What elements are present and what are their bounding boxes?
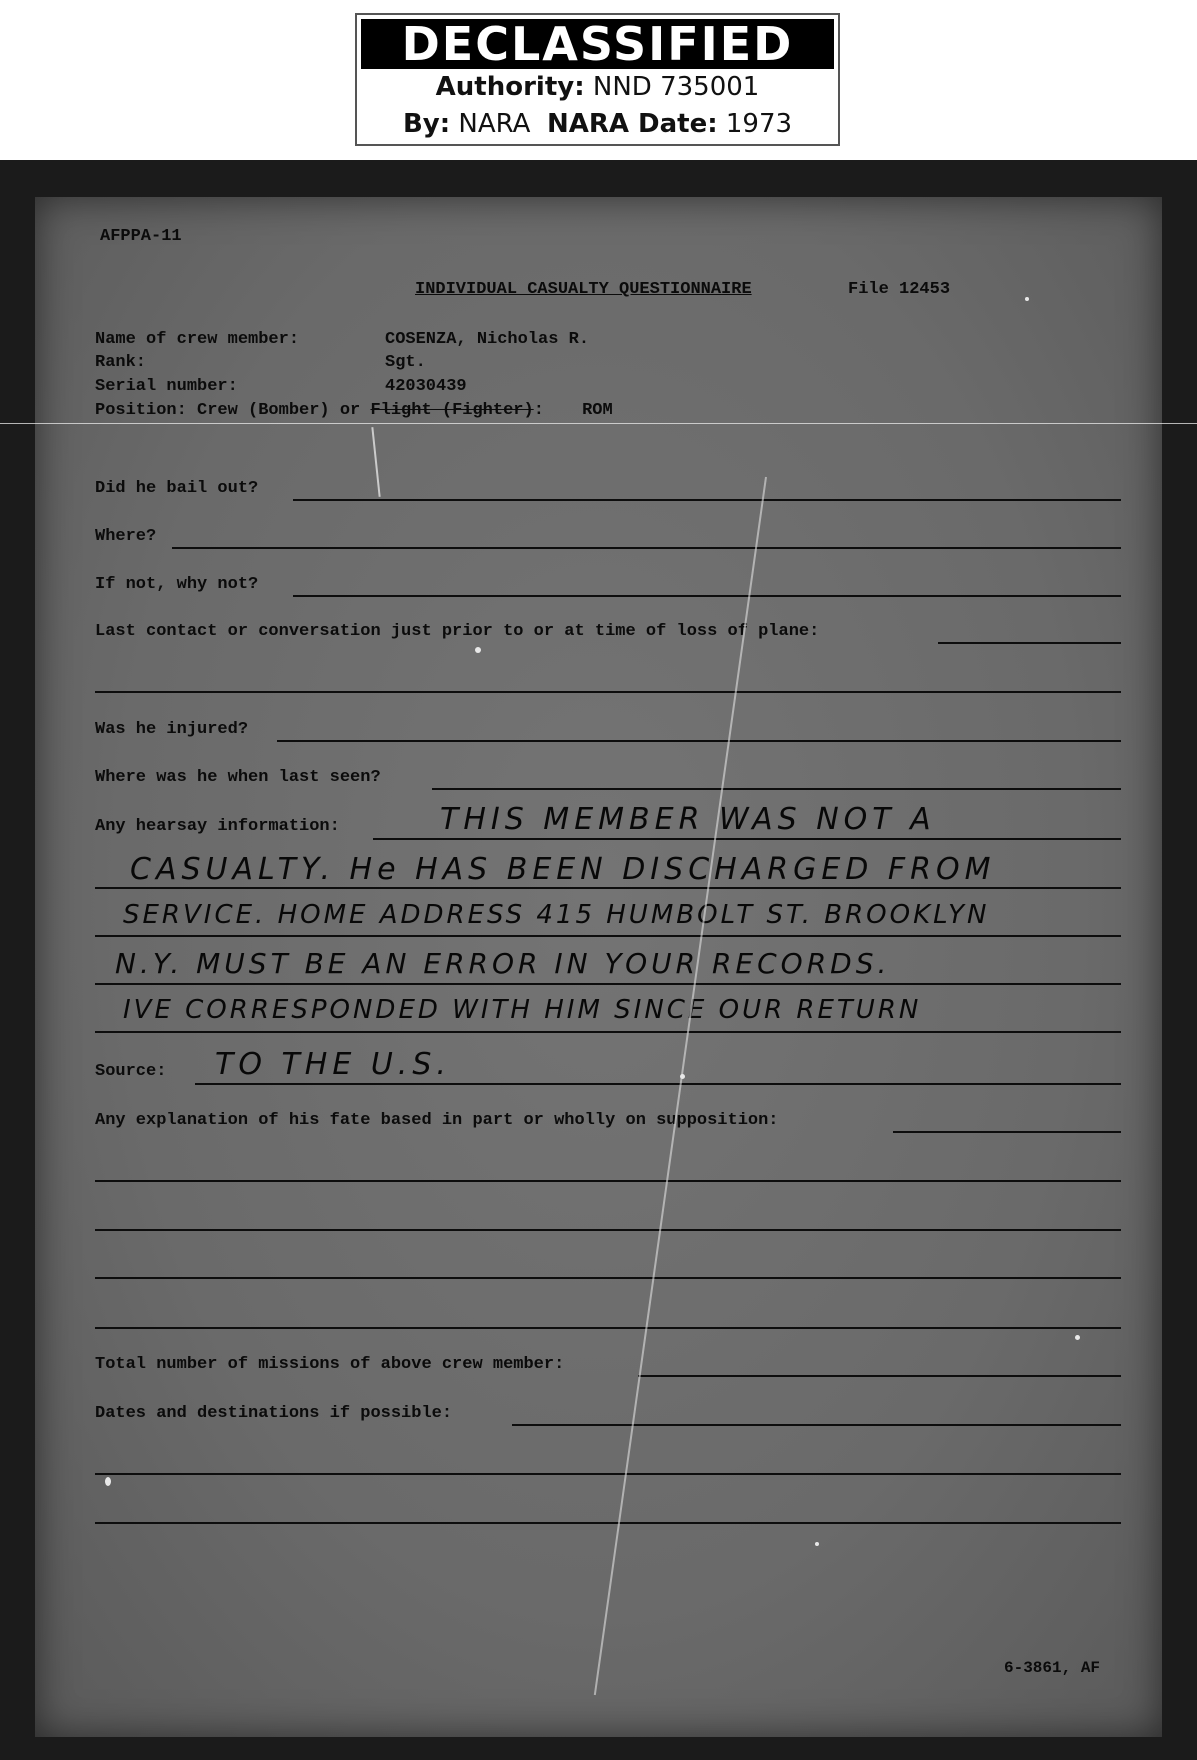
- scan-speck: [105, 1477, 111, 1486]
- stamp-by-date: [357, 106, 838, 143]
- answer-line: [277, 740, 1121, 742]
- scan-crease: [594, 477, 767, 1695]
- scan-speck: [815, 1542, 819, 1546]
- footer-code: 6-3861, AF: [1004, 1659, 1101, 1677]
- q-explanation: Any explanation of his fate based in part or wholly on supposition:: [95, 1111, 779, 1130]
- scan-speck: [1075, 1335, 1080, 1340]
- file-number: File 12453: [848, 280, 951, 299]
- q-bail-out: Did he bail out?: [95, 479, 259, 498]
- serial-value: 42030439: [385, 377, 467, 396]
- serial-label: Serial number:: [95, 377, 238, 396]
- answer-line: [95, 983, 1121, 985]
- q-last-contact: Last contact or conversation just prior to or at time of loss of plane:: [95, 622, 820, 641]
- answer-line: [938, 642, 1121, 644]
- handwritten-line-2: CASUALTY. He HAS BEEN DISCHARGED FROM: [130, 852, 996, 887]
- stamp-authority-value: NND 735001: [592, 72, 760, 102]
- stamp-date-value: 1973: [725, 109, 793, 139]
- stamp-authority: [357, 69, 838, 106]
- form-title: INDIVIDUAL CASUALTY QUESTIONNAIRE: [415, 280, 752, 299]
- q-where: Where?: [95, 527, 157, 546]
- q-last-seen: Where was he when last seen?: [95, 768, 381, 787]
- stamp-by-label: By:: [402, 109, 451, 139]
- stamp-title: DECLASSIFIED: [361, 19, 834, 69]
- position-value: ROM: [582, 401, 613, 420]
- handwritten-source: TO THE U.S.: [215, 1047, 451, 1082]
- handwritten-line-1: THIS MEMBER WAS NOT A: [440, 802, 936, 837]
- q-missions: Total number of missions of above crew member:: [95, 1355, 565, 1374]
- answer-line: [95, 1180, 1121, 1182]
- stamp-by-value: NARA: [458, 109, 531, 139]
- questionnaire-page: [35, 197, 1162, 1737]
- scan-speck: [475, 647, 481, 653]
- answer-line: [95, 887, 1121, 889]
- position-colon: :: [533, 401, 544, 420]
- q-if-not: If not, why not?: [95, 575, 259, 594]
- answer-line: [95, 1473, 1121, 1475]
- answer-line: [95, 1277, 1121, 1279]
- q-hearsay: Any hearsay information:: [95, 817, 340, 836]
- stamp-date-label: NARA Date:: [546, 109, 718, 139]
- answer-line: [172, 547, 1121, 549]
- answer-line: [195, 1083, 1121, 1085]
- answer-line: [95, 1522, 1121, 1524]
- answer-line: [95, 1327, 1121, 1329]
- scanned-document: [0, 160, 1197, 1760]
- answer-line: [893, 1131, 1121, 1133]
- position-line: [95, 401, 613, 420]
- name-label: Name of crew member:: [95, 330, 300, 349]
- form-id: AFPPA-11: [100, 227, 182, 246]
- name-value: COSENZA, Nicholas R.: [385, 330, 590, 349]
- rank-value: Sgt.: [385, 353, 426, 372]
- answer-line: [95, 935, 1121, 937]
- q-injured: Was he injured?: [95, 720, 249, 739]
- scan-speck: [680, 1074, 685, 1079]
- answer-line: [373, 838, 1121, 840]
- position-label: Position: Crew (Bomber) or: [95, 401, 361, 420]
- position-struck: Flight (Fighter): [370, 401, 534, 420]
- stamp-authority-label: Authority:: [435, 72, 585, 102]
- q-source: Source:: [95, 1062, 167, 1081]
- handwritten-line-4: N.Y. MUST BE AN ERROR IN YOUR RECORDS.: [115, 947, 891, 980]
- scan-speck: [1025, 297, 1029, 301]
- rank-label: Rank:: [95, 353, 147, 372]
- answer-line: [638, 1375, 1121, 1377]
- scan-crease: [0, 423, 1197, 424]
- answer-line: [293, 499, 1121, 501]
- declassified-stamp: [355, 13, 840, 146]
- handwritten-line-5: IVE CORRESPONDED WITH HIM SINCE OUR RETURN: [123, 995, 922, 1025]
- scan-crease: [371, 427, 380, 497]
- handwritten-line-3: SERVICE. HOME ADDRESS 415 HUMBOLT ST. BROOKLYN: [123, 900, 990, 930]
- answer-line: [95, 1031, 1121, 1033]
- q-dates: Dates and destinations if possible:: [95, 1404, 453, 1423]
- answer-line: [432, 788, 1121, 790]
- answer-line: [293, 595, 1121, 597]
- answer-line: [95, 691, 1121, 693]
- answer-line: [95, 1229, 1121, 1231]
- answer-line: [512, 1424, 1121, 1426]
